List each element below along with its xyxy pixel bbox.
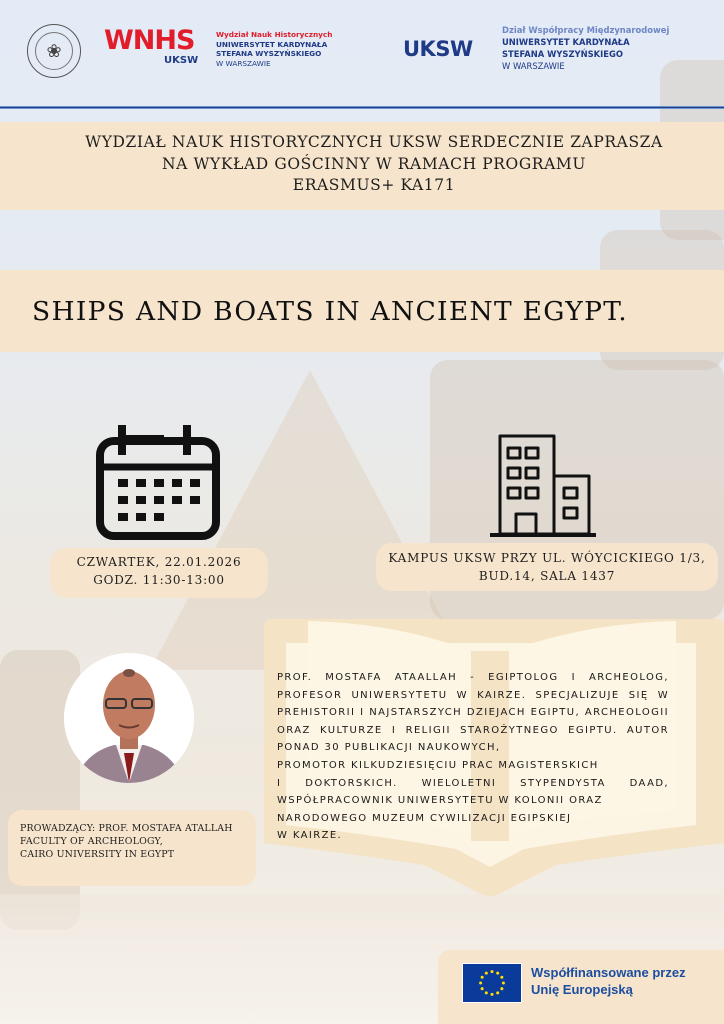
wnhs-logo-text [216,30,332,68]
eu-star-icon [481,976,484,979]
invitation-band [0,122,724,210]
invite-line-3: ERASMUS+ KA171 [292,176,456,194]
header [0,0,724,110]
event-location-line-1: KAMPUS UKSW PRZY UL. WÓYCICKIEGO 1/3, [388,551,706,565]
building-icon [488,432,598,538]
bio-line-last: W KAIRZE. [277,830,343,842]
eu-star-icon [481,987,484,990]
eagle-emblem-icon: ❀ [35,32,73,70]
lecturer-bio [277,669,669,845]
eu-funding-text [531,964,686,998]
invite-line-1: WYDZIAŁ NAUK HISTORYCZNYCH UKSW SERDECZNIE ZAPRASZA [85,133,663,151]
eu-line-2: Unię Europejską [531,982,633,997]
header-divider [0,106,724,109]
bio-line-promotor: PROMOTOR KILKUDZIESIĘCIU PRAC MAGISTERSKICH [277,759,599,771]
wnhs-logo: WNHS [104,25,195,56]
eu-star-icon [490,993,493,996]
eu-line-1: Współfinansowane przez [531,965,686,980]
lecturer-faculty: FACULTY OF ARCHEOLOGY, [20,836,163,847]
eu-star-icon [500,987,503,990]
eu-star-icon [496,991,499,994]
eu-flag-icon [462,963,522,1003]
uksw-line-city: W WARSZAWIE [502,61,565,71]
portrait-image [64,653,194,783]
wnhs-line-name: STEFANA WYSZYŃSKIEGO [216,49,322,58]
location-pill [376,543,718,591]
invite-line-2: NA WYKŁAD GOŚCINNY W RAMACH PROGRAMU [162,154,586,173]
eu-star-icon [500,976,503,979]
title-band [0,270,724,352]
lecturer-info-box [8,810,256,886]
eu-star-icon [479,981,482,984]
eu-funding-box [438,950,724,1024]
uksw-logo: UKSW [403,37,473,61]
eu-star-icon [496,972,499,975]
eu-star-icon [490,970,493,973]
event-date: CZWARTEK, 22.01.2026 [76,555,242,569]
lecture-title: SHIPS AND BOATS IN ANCIENT EGYPT. [32,295,629,327]
wnhs-line-city: W WARSZAWIE [216,58,271,68]
event-location-line-2: BUD.14, SALA 1437 [478,569,616,583]
wnhs-line-faculty: Wydział Nauk Historycznych [216,30,333,39]
lecturer-photo [64,653,194,783]
eu-star-icon [485,991,488,994]
bio-line-museum: NARODOWEGO MUZEUM CYWILIZACJI EGIPSKIEJ [277,812,572,824]
university-seal-logo [27,24,81,78]
bio-paragraph-2: I DOKTORSKICH. WIELOLETNI STYPENDYSTA DAAD, WSPÓŁPRACOWNIK UNIWERSYTETU W KOLONII ORAZ [277,777,669,807]
bio-paragraph-1: PROF. MOSTAFA ATAALLAH - EGIPTOLOG I ARCHEOLOG, PROFESOR UNIWERSYTETU W KAIRZE. SPECJALIZUJE SIĘ W PREHISTORII I NAJSTARSZYCH DZIEJACH EGIPTU, ARCHEOLOGII ORAZ KULTURZE I RELIGII STAROŻYTNEGO EGIPTU. AUTOR PONAD 30 PUBLIKACJI NAUKOWYCH, [277,672,669,754]
uksw-line-name: STEFANA WYSZYŃSKIEGO [502,49,623,59]
event-time: GODZ. 11:30-13:00 [93,573,225,587]
uksw-line-dept: Dział Współpracy Międzynarodowej [502,25,670,35]
wnhs-line-university: UNIWERSYTET KARDYNAŁA [216,39,328,49]
date-time-pill [50,548,268,598]
uksw-logo-text [502,24,669,72]
eu-star-icon [502,981,505,984]
lecturer-university: CAIRO UNIVERSITY IN EGYPT [20,849,175,860]
calendar-icon [95,425,221,541]
wnhs-logo-sub: UKSW [164,55,199,66]
uksw-line-university: UNIWERSYTET KARDYNAŁA [502,37,630,47]
lecturer-name: PROWADZĄCY: PROF. MOSTAFA ATALLAH [20,823,233,834]
eu-star-icon [485,972,488,975]
